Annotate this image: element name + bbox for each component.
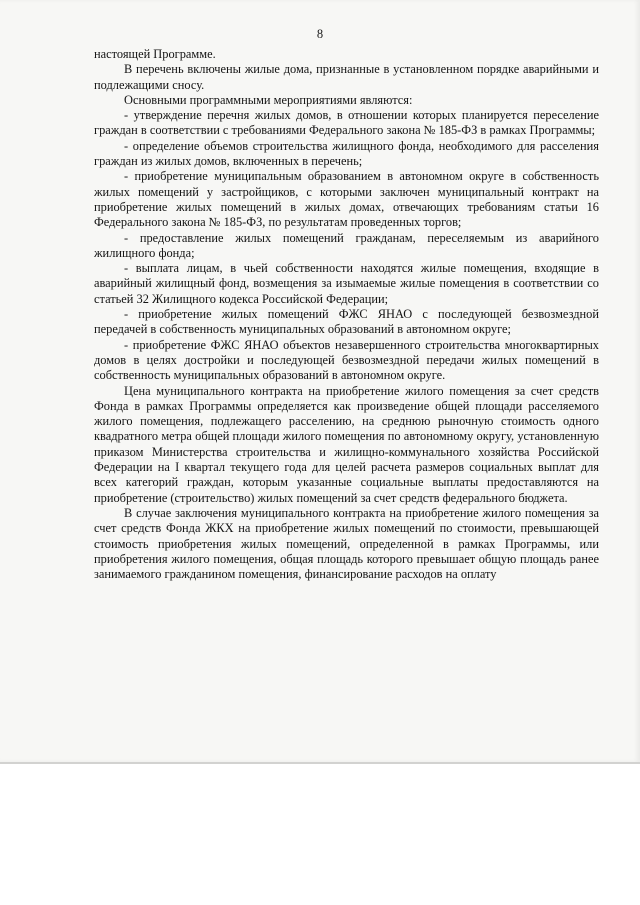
paragraph-contract-price: Цена муниципального контракта на приобретение жилого помещения за счет средств Фонда в рамках Программы определяется как произведение общей площади расселяемого жилого помещения, подлежащего расселению, на среднюю рыночную стоимость одного квадратного метра общей площади жилого помещения по автономному округу, установленную приказом Министерства строительства и жилищно-коммунального хозяйства Российской Федерации на I квартал текущего года для целей расчета размеров социальных выплат для всех категорий граждан, которым указанные социальные выплаты предоставляются на приобретение (строительство) жилых помещений за счет средств федерального бюджета. <box>94 383 599 505</box>
paragraph-contract-excess: В случае заключения муниципального контракта на приобретение жилого помещения за счет средств Фонда ЖКХ на приобретение жилых помещений по стоимости, превышающей стоимость приобретения жилых помещений, определенной в рамках Программы, или приобретения жилого помещения, общая площадь которого превышает общую площадь ранее занимаемого гражданином помещения, финансирование расходов на оплату <box>94 505 599 582</box>
list-item-compensation: - выплата лицам, в чьей собственности находятся жилые помещения, входящие в аварийный жилищный фонд, возмещения за изымаемые жилые помещения в соответствии со статьей 32 Жилищного кодекса Российской Федерации; <box>94 261 599 306</box>
list-item-fzhs-unfinished: - приобретение ФЖС ЯНАО объектов незавершенного строительства многоквартирных домов в целях достройки и последующей безвозмездной передачи жилых помещений в собственность муниципальных образований в автономном округе. <box>94 337 599 383</box>
document-body <box>94 47 599 582</box>
list-item-approve-list: - утверждение перечня жилых домов, в отношении которых планируется переселение граждан в соответствии с требованиями Федерального закона № 185-ФЗ в рамках Программы; <box>94 108 599 138</box>
list-item-construction-volume: - определение объемов строительства жилищного фонда, необходимого для расселения граждан из жилых домов, включенных в перечень; <box>94 138 599 169</box>
paragraph-continuation: настоящей Программе. <box>94 47 216 61</box>
paragraph-list-intro: В перечень включены жилые дома, признанные в установленном порядке аварийными и подлежащими сносу. <box>94 62 599 92</box>
list-item-municipal-purchase: - приобретение муниципальным образованием в автономном округе в собственность жилых помещений у застройщиков, с которыми заключен муниципальный контракт на приобретение жилых помещений в жилых домах, отвечающих требованиям статьи 16 Федерального закона № 185-ФЗ, по результатам проведенных торгов; <box>94 169 599 230</box>
page-number: 8 <box>316 27 324 41</box>
list-item-fzhs-purchase: - приобретение жилых помещений ФЖС ЯНАО с последующей безвозмездной передачей в собственность муниципальных образований в автономном округе; <box>94 307 599 337</box>
list-item-provide-housing: - предоставление жилых помещений гражданам, переселяемым из аварийного жилищного фонда; <box>94 230 599 260</box>
paragraph-measures-heading: Основными программными мероприятиями являются: <box>124 92 413 107</box>
